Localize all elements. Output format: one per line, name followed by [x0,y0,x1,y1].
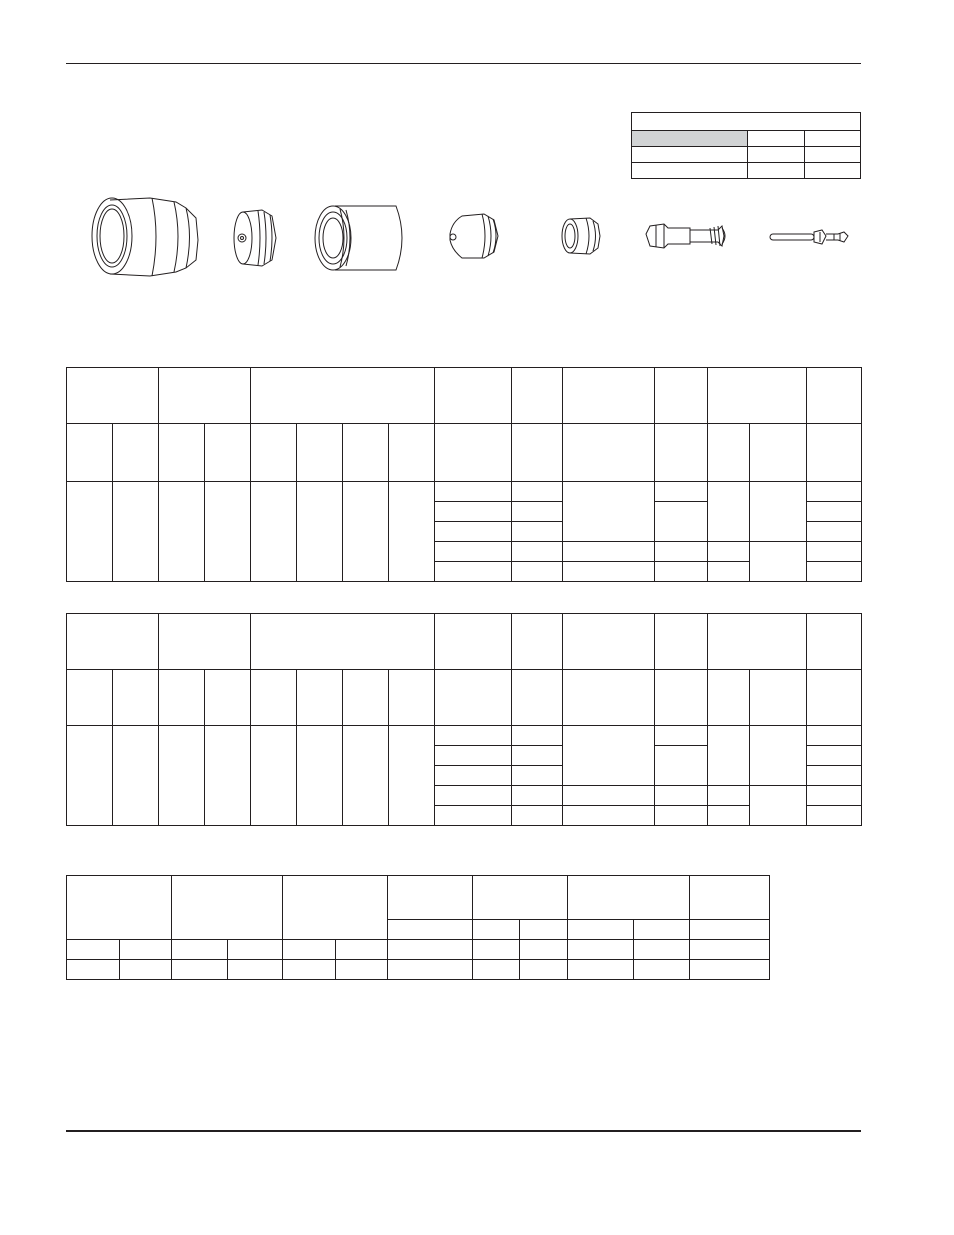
data-cell [435,726,512,746]
legend-cell [805,163,861,179]
data-cell [568,960,634,980]
subheader-cell [159,424,205,482]
data-cell [655,482,708,502]
data-cell [568,940,634,960]
data-cell [512,786,563,806]
subheader-cell [512,670,563,726]
subheader-cell [205,670,251,726]
data-cell [563,542,655,562]
data-cell [435,542,512,562]
subheader-cell [251,670,297,726]
subheader-cell [634,920,690,940]
data-cell [435,502,512,522]
subheader-cell [520,920,568,940]
data-cell [655,502,708,542]
data-cell [113,726,159,826]
header-cell [251,368,435,424]
data-cell [159,726,205,826]
header-cell [251,614,435,670]
subheader-cell [473,920,520,940]
subheader-cell [708,424,750,482]
data-cell [435,786,512,806]
data-cell [807,562,862,582]
data-cell [473,940,520,960]
subheader-cell [388,920,473,940]
data-cell [389,726,435,826]
data-cell [343,482,389,582]
data-cell [251,482,297,582]
data-cell [336,960,388,980]
data-cell [655,726,708,746]
data-cell [655,562,708,582]
data-cell [297,482,343,582]
data-cell [563,806,655,826]
data-cell [690,960,770,980]
data-cell [563,726,655,786]
legend-cell [748,163,805,179]
data-cell [655,786,708,806]
subheader-cell [690,920,770,940]
subheader-cell [205,424,251,482]
subheader-cell [251,424,297,482]
nozzle-icon [450,214,498,258]
data-cell [512,726,563,746]
data-cell [807,726,862,746]
table-row [67,940,770,960]
legend-cell [748,147,805,163]
shield-icon [92,198,198,276]
subheader-cell [343,424,389,482]
retaining-cap-icon [315,206,402,270]
data-cell [67,726,113,826]
footer-rule [66,1130,861,1132]
header-cell [708,614,807,670]
header-cell [807,614,862,670]
data-cell [205,726,251,826]
data-cell [512,502,563,522]
data-cell [512,746,563,766]
subheader-cell [297,670,343,726]
legend-cell [632,113,861,131]
data-cell [807,806,862,826]
data-cell [388,960,473,980]
header-cell [473,876,568,920]
header-cell [159,368,251,424]
subheader-cell [563,670,655,726]
data-cell [520,940,568,960]
subheader-cell [67,670,113,726]
subheader-cell [343,670,389,726]
legend-cell [805,131,861,147]
data-cell [228,960,283,980]
header-cell [563,614,655,670]
data-cell [655,746,708,786]
data-cell [807,786,862,806]
header-cell [512,368,563,424]
data-cell [120,940,172,960]
data-cell [283,960,336,980]
subheader-cell [568,920,634,940]
table-row [67,482,862,502]
header-cell [67,876,172,940]
data-cell [113,482,159,582]
subheader-cell [807,424,862,482]
data-cell [708,482,750,542]
header-cell [807,368,862,424]
data-cell [708,786,750,806]
header-cell [159,614,251,670]
data-cell [807,766,862,786]
data-cell [708,542,750,562]
subheader-cell [113,670,159,726]
header-cell [67,614,159,670]
header-cell [388,876,473,920]
data-cell [807,482,862,502]
data-cell [750,542,807,582]
subheader-cell [708,670,750,726]
subheader-cell [113,424,159,482]
header-cell [283,876,388,940]
legend-cell [632,131,748,147]
data-cell [807,502,862,522]
table-row [67,726,862,746]
header-cell [563,368,655,424]
subheader-cell [435,424,512,482]
data-cell [750,482,807,542]
subheader-cell [435,670,512,726]
data-cell [807,542,862,562]
data-cell [336,940,388,960]
header-cell [512,614,563,670]
data-cell [172,940,228,960]
data-cell [435,806,512,826]
subheader-cell [512,424,563,482]
data-cell [512,542,563,562]
header-cell [568,876,690,920]
data-cell [512,766,563,786]
data-cell [563,482,655,542]
header-cell [67,368,159,424]
subheader-cell [807,670,862,726]
data-cell [520,960,568,980]
data-cell [435,766,512,786]
data-cell [297,726,343,826]
data-cell [708,562,750,582]
data-cell [159,482,205,582]
data-cell [708,806,750,826]
data-cell [435,562,512,582]
subheader-cell [750,670,807,726]
consumables-illustration [0,188,954,288]
header-cell [435,368,512,424]
shield-cap-icon [234,210,276,266]
data-cell [655,806,708,826]
header-cell [708,368,807,424]
table-row [67,960,770,980]
subheader-cell [655,424,708,482]
water-tube-icon [770,230,848,244]
subheader-cell [655,670,708,726]
data-cell [388,940,473,960]
swirl-ring-icon [562,218,600,254]
data-cell [807,522,862,542]
data-cell [435,482,512,502]
data-cell [172,960,228,980]
data-cell [708,726,750,786]
header-cell [172,876,283,940]
data-cell [343,726,389,826]
data-cell [512,522,563,542]
legend-cell [632,147,748,163]
data-cell [655,542,708,562]
header-cell [655,614,708,670]
data-cell [67,940,120,960]
subheader-cell [389,670,435,726]
data-cell [251,726,297,826]
data-cell [563,562,655,582]
subheader-cell [67,424,113,482]
electrode-icon [646,224,725,248]
data-cell [120,960,172,980]
data-cell [435,746,512,766]
data-cell [67,482,113,582]
legend-table [631,112,861,179]
data-cell [473,960,520,980]
data-cell [283,940,336,960]
subheader-cell [750,424,807,482]
legend-cell [805,147,861,163]
subheader-cell [563,424,655,482]
header-cell [435,614,512,670]
process-table-1 [66,367,862,582]
header-cell [655,368,708,424]
summary-table [66,875,770,980]
data-cell [435,522,512,542]
data-cell [205,482,251,582]
data-cell [750,726,807,786]
header-rule [66,63,861,64]
data-cell [67,960,120,980]
legend-cell [632,163,748,179]
data-cell [389,482,435,582]
data-cell [228,940,283,960]
header-cell [690,876,770,920]
data-cell [634,940,690,960]
data-cell [634,960,690,980]
data-cell [690,940,770,960]
data-cell [563,786,655,806]
subheader-cell [159,670,205,726]
data-cell [512,806,563,826]
legend-cell [748,131,805,147]
subheader-cell [297,424,343,482]
data-cell [750,786,807,826]
data-cell [512,562,563,582]
process-table-2 [66,613,862,826]
subheader-cell [389,424,435,482]
data-cell [807,746,862,766]
data-cell [512,482,563,502]
